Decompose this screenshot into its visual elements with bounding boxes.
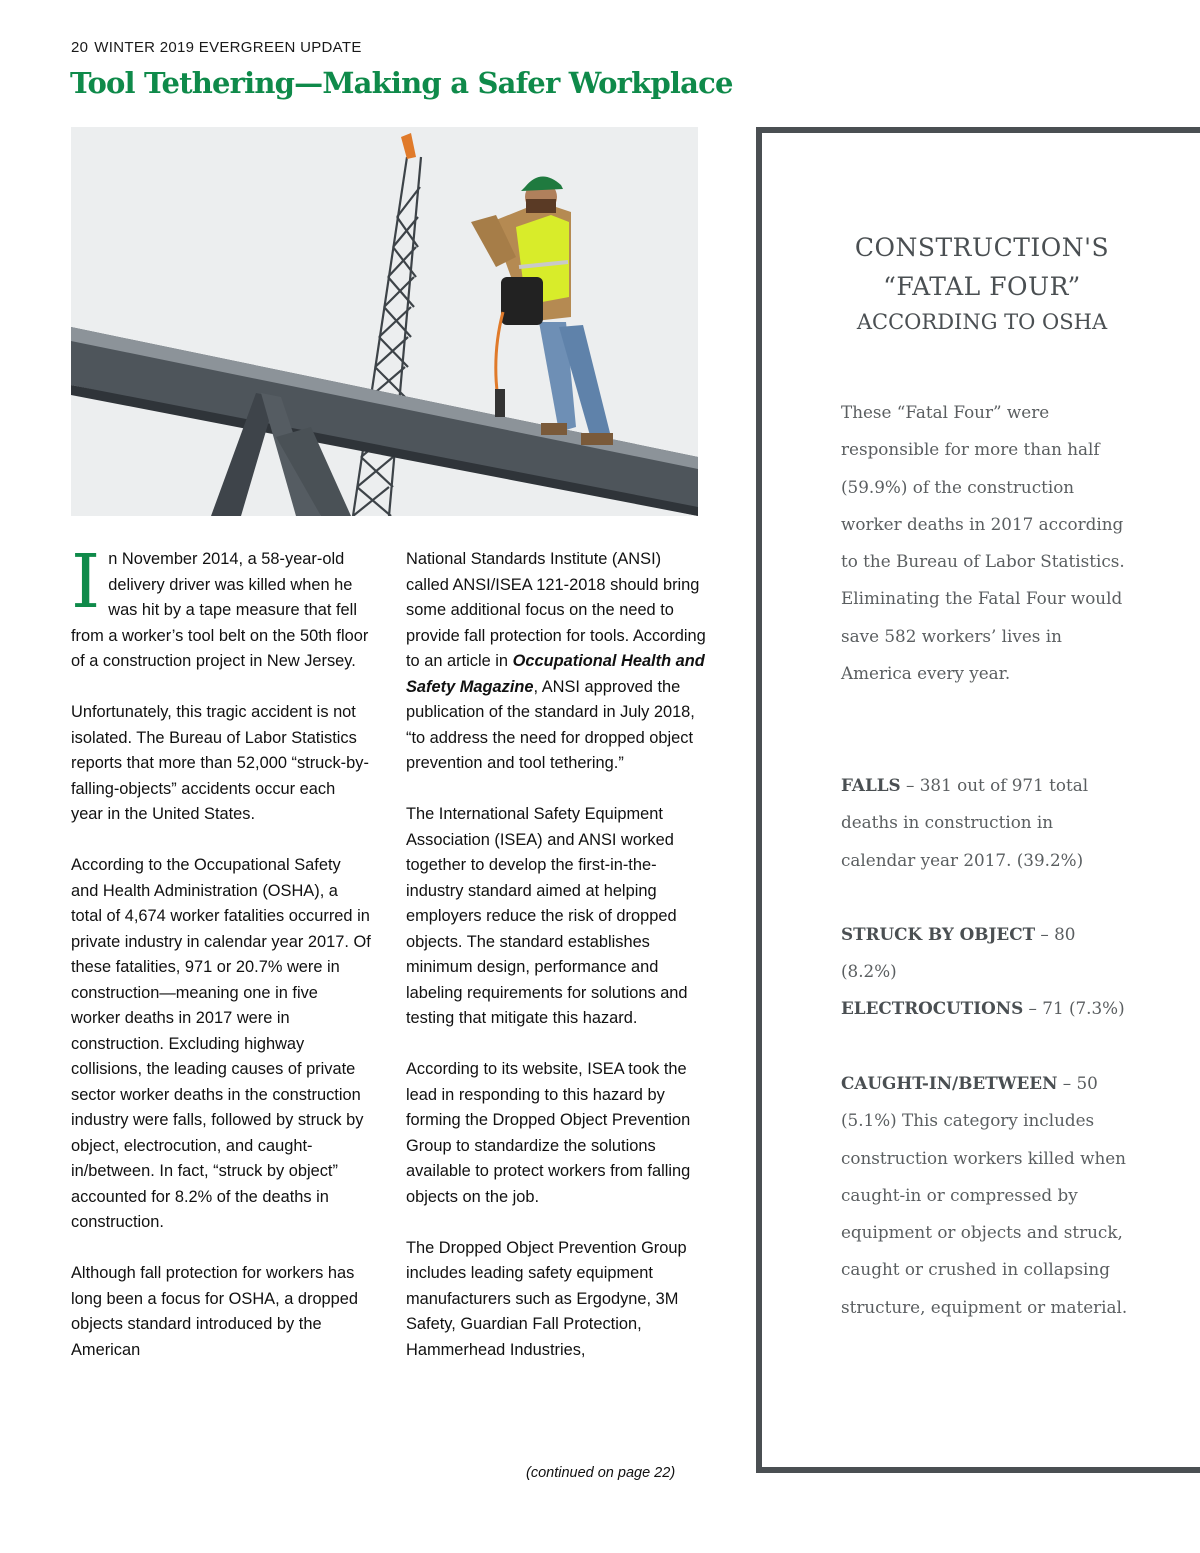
construction-worker-photo xyxy=(71,127,698,516)
struck-by-object-item xyxy=(841,916,1131,991)
falls-item xyxy=(841,767,1131,879)
article-paragraph-2: Unfortunately, this tragic accident is not isolated. The Bureau of Labor Statistics reports that more than 52,000 “struck-by-falling-objects” accidents occur each year in the United States. xyxy=(71,703,369,823)
article-title: Tool Tethering—Making a Safer Workplace xyxy=(70,66,733,100)
sidebar-title-line-1: CONSTRUCTION'S xyxy=(854,233,1110,262)
paragraph-text: National Standards Institute (ANSI) called ANSI/ISEA 121-2018 should bring some additional focus on the need to provide fall protection for tools. According to an article in xyxy=(406,550,706,670)
paragraph-text: , ANSI approved the publication of the standard in July 2018, “to address the need for dropped object prevention and tool tethering.” xyxy=(406,677,695,772)
sidebar-title-line-3: ACCORDING TO OSHA xyxy=(856,310,1108,334)
caught-in-between-item xyxy=(841,1065,1131,1326)
electrocutions-label: ELECTROCUTIONS xyxy=(841,998,1024,1018)
caught-label: CAUGHT-IN/BETWEEN xyxy=(841,1073,1058,1093)
article-paragraph-6: The International Safety Equipment Association (ISEA) and ANSI worked together to develop the first-in-the-industry standard aimed at helping employers reduce the risk of dropped objects. The standard establishes minimum design, performance and labeling requirements for solutions and testing that mitigate this hazard. xyxy=(406,805,688,1027)
page-header xyxy=(71,39,368,56)
sidebar-title xyxy=(757,228,1200,338)
article-column-1 xyxy=(71,539,371,1389)
sidebar-title-line-2: “FATAL FOUR” xyxy=(883,272,1081,301)
article-paragraph-4: Although fall protection for workers has long been a focus for OSHA, a dropped objects standard introduced by the American xyxy=(71,1264,359,1359)
article-column-2 xyxy=(406,547,706,1389)
continued-note: (continued on page 22) xyxy=(526,1465,676,1481)
falls-text: – 381 out of 971 total deaths in construction in calendar year 2017. (39.2%) xyxy=(841,775,1089,870)
article-paragraph-5 xyxy=(406,547,706,777)
article-paragraph-8: The Dropped Object Prevention Group includes leading safety equipment manufacturers such as Ergodyne, 3M Safety, Guardian Fall Protection, Hammerhead Industries, xyxy=(406,1238,687,1359)
caught-text: – 50 (5.1%) This category includes construction workers killed when caught-in or compressed by equipment or objects and struck, caught or crushed in collapsing structure, equipment or material. xyxy=(841,1073,1128,1317)
magazine-name: Occupational Health and Safety Magazine xyxy=(406,652,705,696)
struck-label: STRUCK BY OBJECT xyxy=(841,924,1036,944)
electrocutions-item xyxy=(841,990,1131,1027)
paragraph-text: n November 2014, a 58-year-old delivery driver was killed when he was hit by a tape measure that fell from a worker’s tool belt on the 50th floor of a construction project in New Jersey. xyxy=(71,550,369,670)
page-number: 20 xyxy=(71,39,89,56)
article-paragraph-3: According to the Occupational Safety and Health Administration (OSHA), a total of 4,674 worker fatalities occurred in private industry in calendar year 2017. Of these fatalities, 971 or 20.7% were in construction—meaning one in five worker deaths in 2017 were in construction. Excluding highway collisions, the leading causes of private sector worker deaths in the construction industry were falls, followed by struck by object, electrocution, and caught-in/between. In fact, “struck by object” accounted for 8.2% of the deaths in construction. xyxy=(71,856,371,1231)
electrocutions-text: – 71 (7.3%) xyxy=(1023,998,1125,1018)
article-paragraph-7: According to its website, ISEA took the lead in responding to this hazard by forming the Dropped Object Prevention Group to standardize the solutions available to protect workers from falling objects on the job. xyxy=(406,1060,691,1206)
dropcap: I xyxy=(71,539,101,625)
struck-text: – 80 (8.2%) xyxy=(841,924,1076,982)
falls-label: FALLS xyxy=(841,775,901,795)
article-paragraph-1 xyxy=(71,539,371,675)
sidebar-intro: These “Fatal Four” were responsible for more than half (59.9%) of the construction worker deaths in 2017 according to the Bureau of Labor Statistics. Eliminating the Fatal Four would save 582 workers’ lives in America every year. xyxy=(841,402,1125,684)
issue-name: WINTER 2019 EVERGREEN UPDATE xyxy=(94,39,362,56)
